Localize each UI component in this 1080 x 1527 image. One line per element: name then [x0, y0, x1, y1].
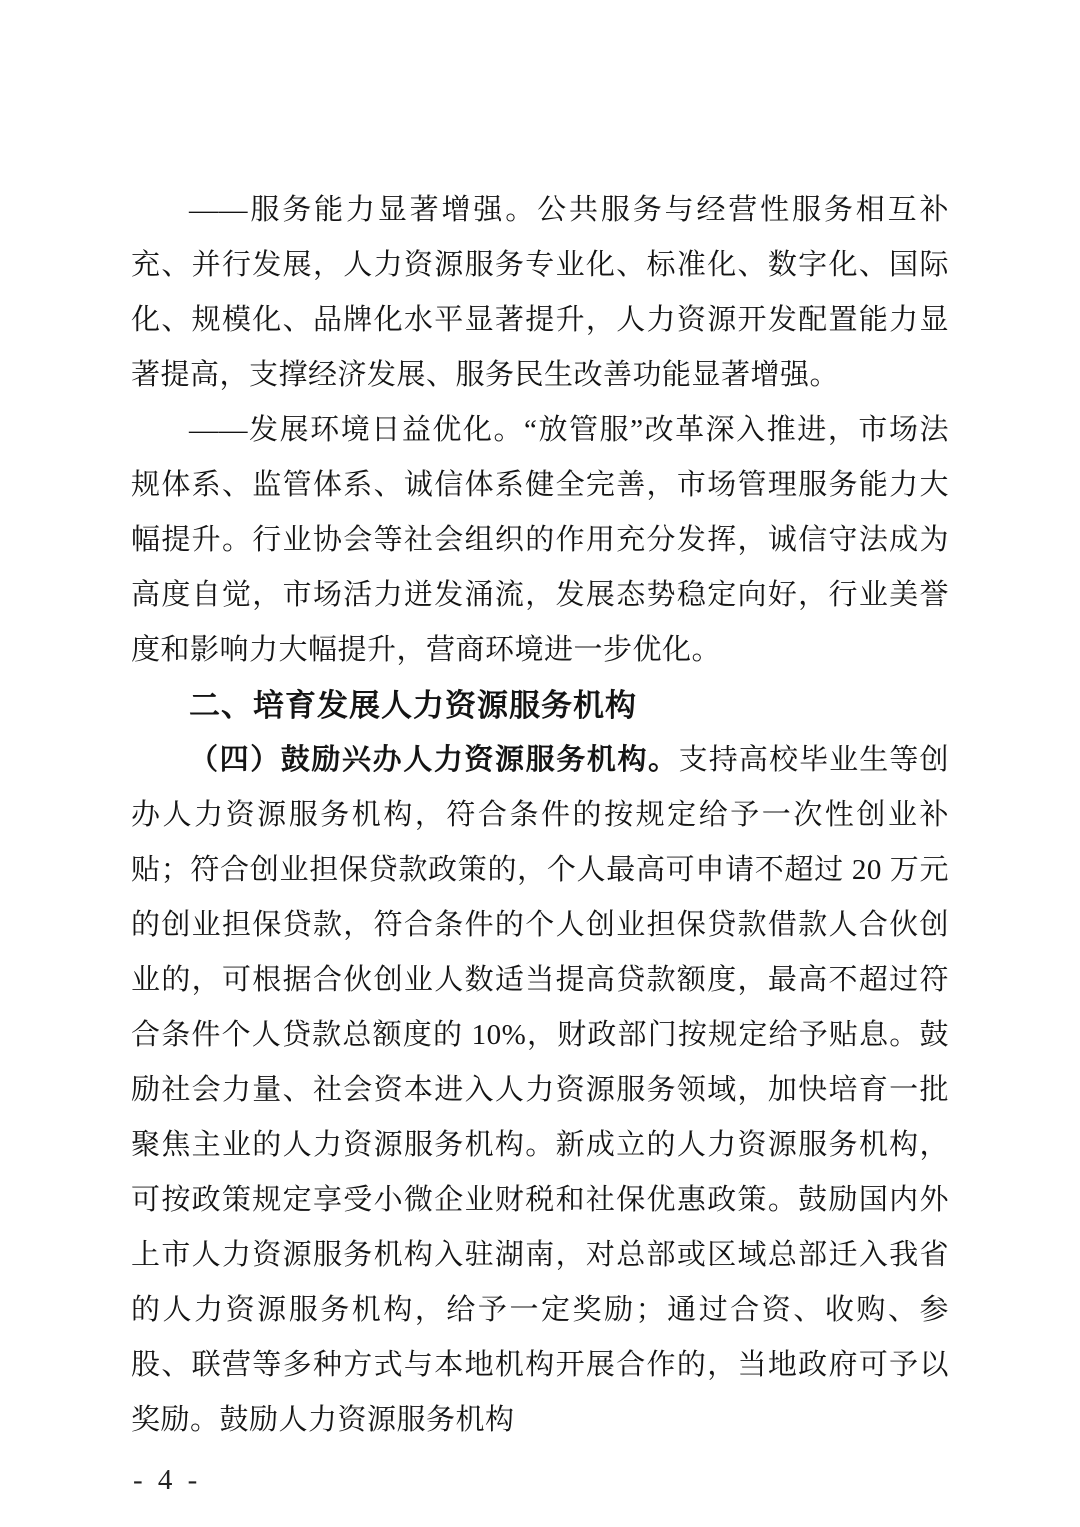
- paragraph-lead-title: （四）鼓励兴办人力资源服务机构。: [189, 744, 679, 776]
- paragraph-encourage-hr-agencies: [131, 733, 949, 1448]
- document-body: [131, 183, 949, 1498]
- paragraph-body-text: 支持高校毕业生等创办人力资源服务机构，符合条件的按规定给予一次性创业补贴；符合创业担保贷款政策的，个人最高可申请不超过 20 万元的创业担保贷款，符合条件的个人创业担保贷款借款人合伙创业的，可根据合伙创业人数适当提高贷款额度，最高不超过符合条件个人贷款总额度的 10%，财政部门按规定给予贴息。鼓励社会力量、社会资本进入人力资源服务领域，加快培育一批聚焦主业的人力资源服务机构。新成立的人力资源服务机构，可按政策规定享受小微企业财税和社保优惠政策。鼓励国内外上市人力资源服务机构入驻湖南，对总部或区域总部迁入我省的人力资源服务机构，给予一定奖励；通过合资、收购、参股、联营等多种方式与本地机构开展合作的，当地政府可予以奖励。鼓励人力资源服务机构: [131, 744, 949, 1436]
- section-heading: 二、培育发展人力资源服务机构: [189, 688, 637, 723]
- page-number: - 4 -: [133, 1464, 200, 1496]
- paragraph-service-capability: ——服务能力显著增强。公共服务与经营性服务相互补充、并行发展，人力资源服务专业化、标准化、数字化、国际化、规模化、品牌化水平显著提升，人力资源开发配置能力显著提高，支撑经济发展、服务民生改善功能显著增强。: [131, 194, 949, 391]
- paragraph-development-environment: ——发展环境日益优化。“放管服”改革深入推进，市场法规体系、监管体系、诚信体系健全完善，市场管理服务能力大幅提升。行业协会等社会组织的作用充分发挥，诚信守法成为高度自觉，市场活力迸发涌流，发展态势稳定向好，行业美誉度和影响力大幅提升，营商环境进一步优化。: [131, 414, 949, 666]
